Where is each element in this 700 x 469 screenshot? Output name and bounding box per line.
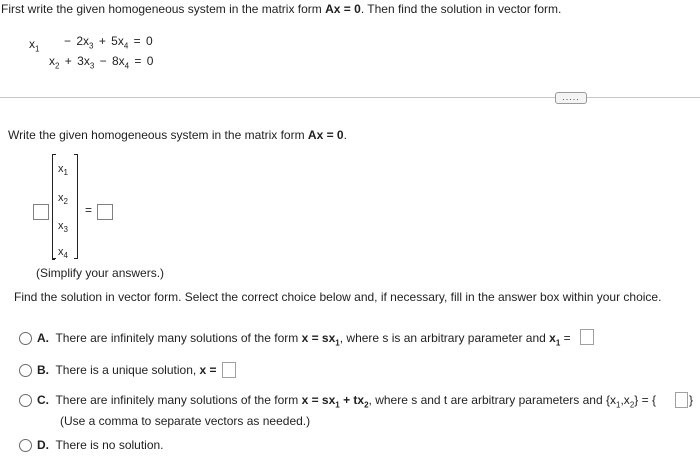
vector-entry-x4: $x_4$ <box>58 246 68 261</box>
matrix-equals-sign: = <box>85 203 93 217</box>
option-d-radio[interactable] <box>19 439 32 452</box>
option-c-radio[interactable] <box>19 394 32 407</box>
option-b-text: B. There is a unique solution, x = <box>37 363 217 377</box>
option-a-radio[interactable] <box>19 332 32 345</box>
option-c-set-close: } <box>689 393 694 407</box>
equation1-x1: $x_1$ <box>29 37 40 54</box>
option-a-answer-box[interactable] <box>580 329 594 345</box>
matrix-a-answer-box[interactable] <box>33 204 49 220</box>
vector-entry-x3: $x_3$ <box>58 220 68 235</box>
zero-vector-answer-box[interactable] <box>97 204 113 220</box>
option-c-text: C. There are infinitely many solutions of the form $x = sx_1 + tx_2$, where s and t are arbitrary parameters and $\{x_1,x_2\}$ = { <box>37 393 656 410</box>
equation2: $x_2 + 3x_3 - 8x_4 = 0$ <box>49 54 154 71</box>
option-b-radio[interactable] <box>19 364 32 377</box>
option-c-note: (Use a comma to separate vectors as needed.) <box>60 414 311 428</box>
option-d-text: D. There is no solution. <box>37 438 164 452</box>
option-b-answer-box[interactable] <box>222 362 236 378</box>
vector-entry-x1: $x_1$ <box>58 163 68 178</box>
section-divider <box>0 97 700 98</box>
part2-prompt: Find the solution in vector form. Select the correct choice below and, if necessary, fill in the answer box within your choice. <box>14 290 662 304</box>
equation1-rest: − $2x_3 + 5x_4 = 0$ <box>64 34 153 51</box>
matrix-form-math: Ax = 0 <box>325 2 361 16</box>
option-a-text: A. There are infinitely many solutions of the form $x = sx_1$, where s is an arbitrary parameter and $x_1$ = <box>37 331 571 348</box>
part1-prompt: Write the given homogeneous system in the matrix form Ax = 0. <box>8 128 347 142</box>
expand-more-button[interactable]: ..... <box>555 92 587 104</box>
simplify-note: (Simplify your answers.) <box>36 266 165 280</box>
problem-instruction: First write the given homogeneous system in the matrix form Ax = 0. Then find the solution in vector form. <box>1 2 562 16</box>
vector-entry-x2: $x_2$ <box>58 192 68 207</box>
option-c-answer-box[interactable] <box>675 392 688 408</box>
